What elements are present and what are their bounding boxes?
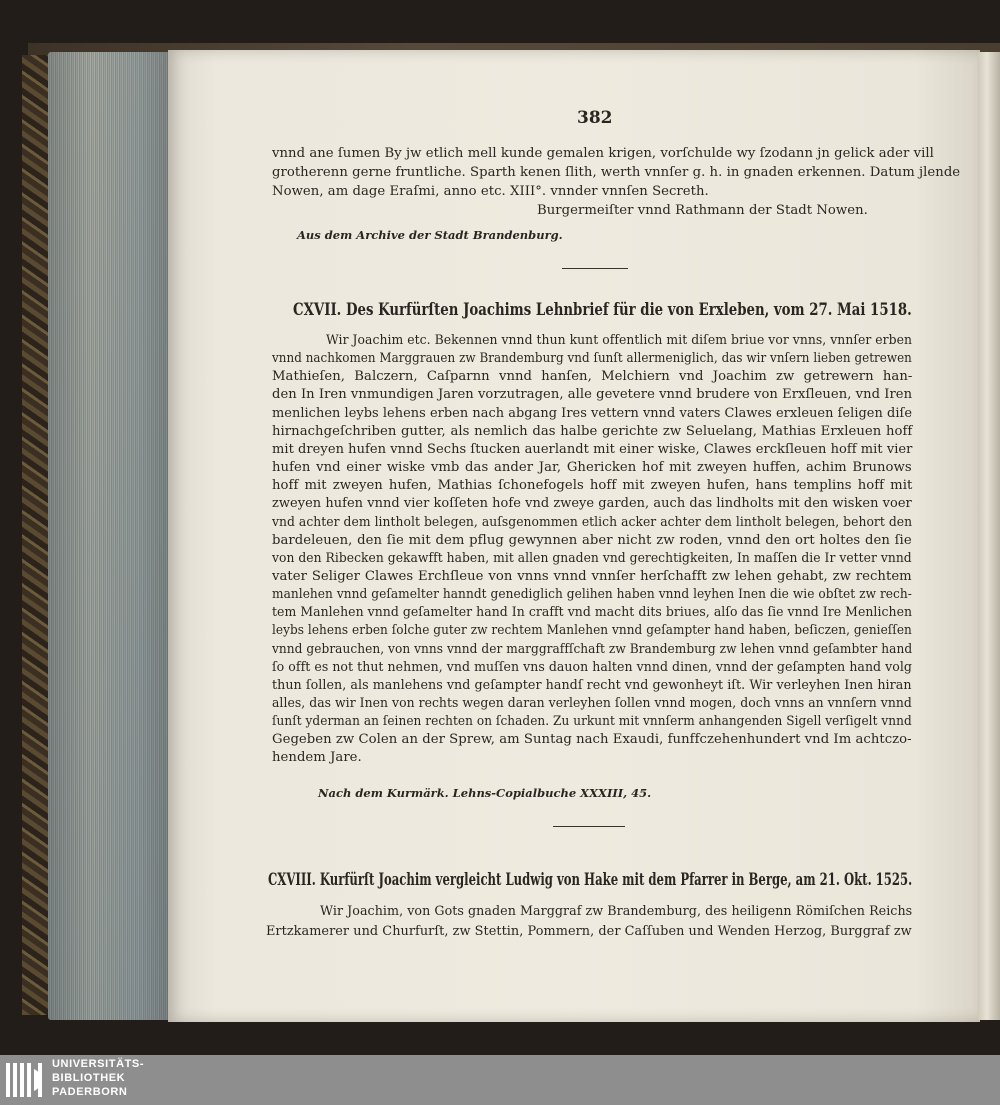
section-divider-2 [553,826,625,827]
logo-text-line-2: BIBLIOTHEK [52,1072,126,1084]
section-cxvii-body-line: tem Manlehen vnnd geſamelter hand In crafft vnd macht dits briues, alſo das ſie vnnd Ire Menlichen [272,605,913,621]
carryover-line-3: Nowen, am dage Eraſmi, anno etc. XIII°. vnnder vnnſen Secreth. [272,184,709,199]
section-divider-1 [562,268,628,269]
section-cxvii-body-line: ſunſt yderman an ſeinen rechten on ſchaden. Zu urkunt mit vnnſerm anhangenden Sigell verſigelt vnnd [272,714,912,730]
section-cxvii-body-line: manlehen vnnd geſamelter hanndt genediglich gelihen haben vnnd leyhen Inen die wie obſtet zw rech- [272,587,912,603]
page-number: 382 [577,108,613,128]
carryover-line-2: grotherenn gerne fruntliche. Sparth kenen ſlith, werth vnnſer g. h. in gnaden erkennen. Datum jlende [272,165,961,180]
logo-text-line-3: PADERBORN [52,1086,128,1098]
section-cxvii-body-line: hufen vnd einer wiske vmb das ander Jar, Ghericken hof mit zweyen huffen, achim Brunows [272,460,912,476]
section-cxvii-body-line: Wir Joachim etc. Bekennen vnnd thun kunt offentlich mit diſem briue vor vnns, vnnſer erben [326,333,913,348]
section-cxvii-body-line: vnnd gebrauchen, von vnns vnnd der marggraffſchaft zw Brandemburg zw lehen vnnd geſambter hand [272,641,913,657]
section-cxvii-body-line: zweyen hufen vnnd vier koſſeten hofe vnd zweye garden, auch das lindholts mit den wisken voer [272,496,912,512]
section-cxvii-body-line: ſo offt es not thut nehmen, vnd muſſen vns dauon halten vnnd dinen, vnnd der geſampten hand volg [272,659,912,675]
footer-bar [0,1055,1000,1105]
section-cxvii-body-line: hendem Jare. [272,750,362,766]
page-edges-shade [48,52,170,1020]
section-cxvii-body-line: hoff mit zweyen hufen, Mathias ſchonefogels hoff mit zweyen hufen, hans templins hoff mit [272,478,913,494]
signature-line: Burgermeiſter vnnd Rathmann der Stadt Nowen. [537,203,868,218]
library-logo-icon [4,1059,46,1101]
logo-text-line-1: UNIVERSITÄTS- [52,1058,145,1070]
section-heading-cxvii: CXVII. Des Kurfürſten Joachims Lehnbrief für die von Erxleben, vom 27. Mai 1518. [293,300,912,320]
section-cxvii-body-line: menlichen leybs lehens erben nach abgang Ires vettern vnnd vaters Clawes erxleuen ſeligen diſe [272,405,913,421]
section-heading-cxviii: CXVIII. Kurfürſt Joachim vergleicht Ludwig von Hake mit dem Pfarrer in Berge, am 21. Okt. 1525. [268,870,913,890]
section-cxvii-body-line: alles, das wir Inen von rechts wegen daran verleyhen ſollen vnnd mogen, doch vnns an vnnſern vnnd [272,696,912,711]
section-cxvii-body-line: vnnd nachkomen Marggrauen zw Brandemburg vnd ſunſt allermeniglich, das wir vnſern lieben getrewen [272,351,912,367]
section-cxvii-body-line: leybs lehens erben ſolche guter zw rechtem Manlehen vnnd geſampter hand haben, beſiczen, genieſſen [272,623,912,639]
section-cxvii-body-line: Mathieſen, Balczern, Caſparnn vnnd hanſen, Melchiern vnd Joachim zw getrewern han- [272,369,913,385]
page-right-edge [978,52,1000,1020]
section-cxvii-body-line: vater Seliger Clawes Erchſleue von vnns vnnd vnnſer herſchafft zw lehen gehabt, zw rechtem [272,568,912,584]
section-cxvii-body-line: von den Ribecken gekawfft haben, mit allen gnaden vnd gerechtigkeiten, In maſſen die Ir vetter vnnd [272,550,912,566]
section-cxvii-body-line: bardeleuen, den ſie mit dem pflug gewynnen aber nicht zw roden, vnnd den ort holtes den ſie [272,532,912,548]
section-cxviii-body-line: Wir Joachim, von Gots gnaden Marggraf zw Brandemburg, des heiligenn Römiſchen Reichs [320,904,913,919]
carryover-line-1: vnnd ane ſumen By jw etlich mell kunde gemalen krigen, vorſchulde wy ſzodann jn gelick ader vill [272,146,934,161]
section-cxvii-body-line: den In Iren vnmundigen Jaren vorzutragen, alle gevetere vnnd brudere von Erxſleuen, vnd Iren [272,387,913,403]
section-cxvii-body-line: thun ſollen, als manlehens vnd geſampter handſ recht vnd gewonheyt iſt. Wir verleyhen Inen hiran [272,677,912,693]
section-cxvii-body-line: vnd achter dem lintholt belegen, auſsgenommen etlich acker achter dem lintholt belegen, behort den [272,514,913,530]
source-note-2: Nach dem Kurmärk. Lehns-Copialbuche XXXIII, 45. [318,786,652,800]
source-note-1: Aus dem Archive der Stadt Brandenburg. [297,228,563,242]
section-cxvii-body-line: mit dreyen hufen vnnd Sechs ſtucken auerlandt mit einer wiske, Clawes erckſleuen hoff mit vier [272,441,913,457]
section-cxvii-body-line: hirnachgeſchriben gutter, als nemlich das halbe gerichte zw Seluelang, Mathias Erxleuen hoff [272,423,913,439]
section-cxviii-body-line: Ertzkamerer und Churfurſt, zw Stettin, Pommern, der Caſſuben und Wenden Herzog, Burggraf zw [266,924,912,939]
section-cxvii-body-line: Gegeben zw Colen an der Sprew, am Suntag nach Exaudi, funffczehenhundert vnd Im achtczo- [272,732,912,748]
